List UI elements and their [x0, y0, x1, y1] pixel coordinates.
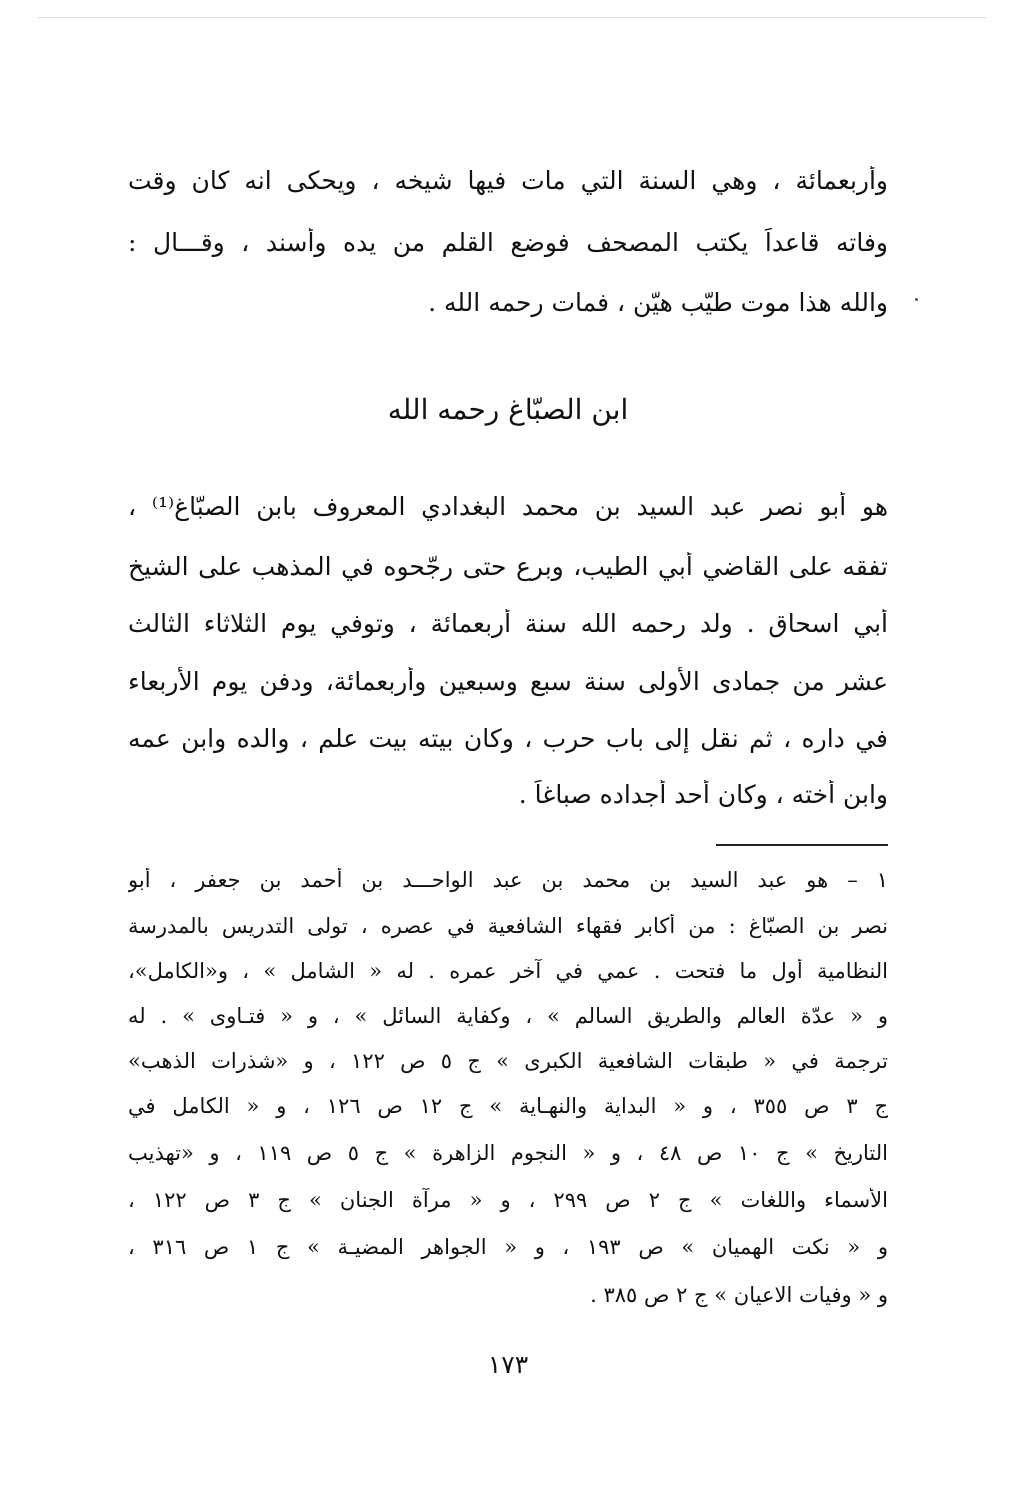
biography-line: عشر من جمادى الأولى سنة سبع وسبعين وأربعمائة، ودفن يوم الأربعاء — [128, 667, 888, 696]
biography-line: تفقه على القاضي أبي الطيب، وبرع حتى رجّحوه في المذهب على الشيخ — [128, 552, 888, 581]
intro-line: وفاته قاعداً يكتب المصحف فوضع القلم من يده وأسند ، وقـــال : — [128, 228, 888, 257]
footnote-line: ج ٣ ص ٣٥٥ ، و « البداية والنهـاية » ج ١٢ ص ١٢٦ ، و « الكامل في — [128, 1094, 888, 1118]
footnote-line: و « نكت الهميان » ص ١٩٣ ، و « الجواهر المضيـة » ج ١ ص ٣١٦ ، — [128, 1235, 888, 1259]
footnote-line: التاريخ » ج ١٠ ص ٤٨ ، و « النجوم الزاهرة » ج ٥ ص ١١٩ ، و «تهذيب — [128, 1141, 888, 1165]
biography-line: هو أبو نصر عبد السيد بن محمد البغدادي المعروف بابن الصبّاغ⁽¹⁾ ، — [128, 492, 888, 521]
scan-speck — [915, 298, 918, 301]
biography-line: أبي اسحاق . ولد رحمه الله سنة أربعمائة ، وتوفي يوم الثلاثاء الثالث — [128, 609, 888, 638]
footnote-line: و « وفيات الاعيان » ج ٢ ص ٣٨٥ . — [590, 1283, 888, 1307]
footnote-line: ترجمة في « طبقات الشافعية الكبرى » ج ٥ ص ١٢٢ ، و «شذرات الذهب» — [128, 1049, 888, 1073]
section-heading: ابن الصبّاغ رحمه الله — [387, 393, 629, 426]
footnote-line: الأسماء واللغات » ج ٢ ص ٢٩٩ ، و « مرآة الجنان » ج ٣ ص ١٢٢ ، — [128, 1188, 888, 1212]
footnote-line: و « عدّة العالم والطريق السالم » ، وكفاية السائل » ، و « فتـاوى » . له — [128, 1004, 888, 1028]
intro-line: وأربعمائة ، وهي السنة التي مات فيها شيخه ، ويحكى انه كان وقت — [128, 166, 888, 195]
biography-line: في داره ، ثم نقل إلى باب حرب ، وكان بيته بيت علم ، والده وابن عمه — [128, 724, 888, 753]
footnote-line: ١ – هو عبد السيد بن محمد بن عبد الواحـــد بن أحمد بن جعفر ، أبو — [128, 868, 888, 892]
page-number: ١٧٣ — [487, 1350, 529, 1379]
footnote-line: النظامية أول ما فتحت . عمي في آخر عمره . له « الشامل » ، و«الكامل»، — [128, 959, 888, 983]
footnote-line: نصر بن الصبّاغ : من أكابر فقهاء الشافعية في عصره ، تولى التدريس بالمدرسة — [128, 914, 888, 938]
biography-line: وابن أخته ، وكان أحد أجداده صباغاً . — [518, 780, 888, 809]
footnote-separator — [716, 844, 888, 846]
intro-line: والله هذا موت طيّب هيّن ، فمات رحمه الله . — [428, 288, 888, 317]
book-page — [128, 0, 888, 1504]
